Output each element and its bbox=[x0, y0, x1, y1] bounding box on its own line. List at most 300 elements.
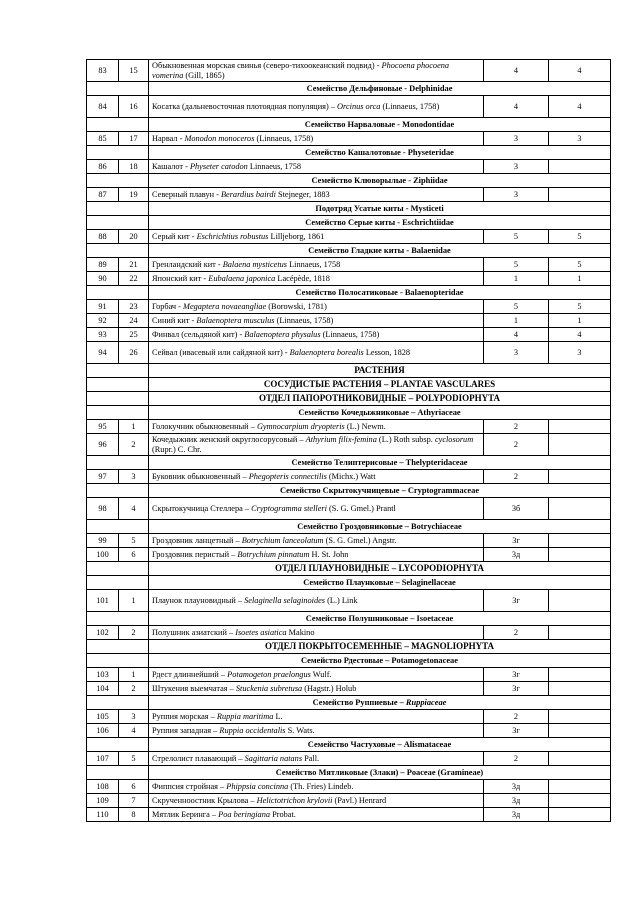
row-sub-number: 5 bbox=[119, 534, 149, 548]
status-category: 3 bbox=[484, 160, 549, 174]
name-text: Гроздовник перистый – bbox=[152, 549, 238, 559]
header-blank-cell bbox=[87, 484, 149, 498]
family-header-row bbox=[87, 576, 611, 590]
name-text: S. Wats. bbox=[285, 725, 315, 735]
family-header-row bbox=[87, 520, 611, 534]
table-row bbox=[87, 434, 611, 456]
table-row bbox=[87, 498, 611, 520]
species-name bbox=[149, 534, 484, 548]
name-text: Lesson, 1828 bbox=[363, 347, 411, 357]
header-blank-cell bbox=[87, 118, 149, 132]
table-row bbox=[87, 808, 611, 822]
header-text: Семейство Руппиевые – bbox=[312, 697, 406, 707]
row-number: 103 bbox=[87, 668, 119, 682]
row-sub-number: 3 bbox=[119, 710, 149, 724]
status-category-2 bbox=[549, 794, 611, 808]
latin-name: Orcinus orca bbox=[337, 101, 381, 111]
section-title bbox=[149, 392, 611, 406]
table-row bbox=[87, 794, 611, 808]
header-blank-cell bbox=[87, 738, 149, 752]
latin-name: Athyrium filix-femina bbox=[305, 435, 377, 445]
table-row bbox=[87, 258, 611, 272]
latin-name: Phippsia concinna bbox=[226, 781, 289, 791]
latin-name: Eschrichtius robustus bbox=[196, 231, 269, 241]
status-category: 3г bbox=[484, 668, 549, 682]
name-text: Сейвал (ивасевый или сайдяной кит) - bbox=[152, 347, 290, 357]
table-row bbox=[87, 548, 611, 562]
status-category-2: 5 bbox=[549, 230, 611, 244]
header-text: Семейство Полушниковые – Isoetaceae bbox=[305, 613, 454, 623]
latin-name: Megaptera novaeangliae bbox=[183, 301, 267, 311]
header-blank-cell bbox=[87, 216, 149, 230]
header-text: Семейство Клюворылые - Ziphiidae bbox=[311, 175, 448, 185]
row-sub-number: 21 bbox=[119, 258, 149, 272]
row-sub-number: 23 bbox=[119, 300, 149, 314]
status-category: 5 bbox=[484, 258, 549, 272]
status-category: 3 bbox=[484, 188, 549, 202]
header-blank-cell bbox=[87, 520, 149, 534]
name-text: Обыкновенная морская свинья (северо-тихоокеанский подвид) - bbox=[152, 61, 382, 71]
name-text: Горбач - bbox=[152, 301, 184, 311]
family-title bbox=[149, 654, 611, 668]
species-name bbox=[149, 420, 484, 434]
family-title bbox=[149, 766, 611, 780]
name-text: (Th. Fries) Lindeb. bbox=[288, 781, 354, 791]
status-category: 3д bbox=[484, 780, 549, 794]
family-title bbox=[149, 520, 611, 534]
row-sub-number: 2 bbox=[119, 626, 149, 640]
row-number: 100 bbox=[87, 548, 119, 562]
header-text: Семейство Скрытокучницевые – Cryptogrammaceae bbox=[279, 485, 480, 495]
status-category-2: 5 bbox=[549, 258, 611, 272]
family-title bbox=[149, 484, 611, 498]
name-text: (Linnaeus, 1758) bbox=[320, 329, 380, 339]
status-category: 3д bbox=[484, 548, 549, 562]
species-name bbox=[149, 258, 484, 272]
row-number: 93 bbox=[87, 328, 119, 342]
name-text: Pall. bbox=[302, 753, 320, 763]
status-category-2 bbox=[549, 752, 611, 766]
header-blank-cell bbox=[87, 378, 149, 392]
name-text: L. bbox=[273, 711, 283, 721]
row-sub-number: 16 bbox=[119, 96, 149, 118]
section-title bbox=[149, 640, 611, 654]
status-category: 4 bbox=[484, 328, 549, 342]
section-header-row bbox=[87, 364, 611, 378]
header-text: Семейство Дельфиновые - Delphinidae bbox=[306, 83, 453, 93]
row-number: 90 bbox=[87, 272, 119, 286]
row-sub-number: 2 bbox=[119, 682, 149, 696]
family-title bbox=[149, 696, 611, 710]
row-sub-number: 1 bbox=[119, 590, 149, 612]
status-category-2 bbox=[549, 780, 611, 794]
table-row bbox=[87, 160, 611, 174]
status-category-2 bbox=[549, 626, 611, 640]
name-text: Руппия западная – bbox=[152, 725, 220, 735]
family-title bbox=[149, 174, 611, 188]
status-category-2 bbox=[549, 534, 611, 548]
status-category-2: 5 bbox=[549, 300, 611, 314]
species-name bbox=[149, 342, 484, 364]
latin-name: Isoetes asiatica bbox=[235, 627, 287, 637]
family-title bbox=[149, 146, 611, 160]
name-text: Мятлик Беринга – bbox=[152, 809, 219, 819]
latin-name: Berardius bairdi bbox=[220, 189, 276, 199]
status-category: 4 bbox=[484, 96, 549, 118]
header-text: Семейство Нарваловые - Monodontidae bbox=[304, 119, 455, 129]
division-header-row bbox=[87, 562, 611, 576]
row-number: 107 bbox=[87, 752, 119, 766]
status-category-2 bbox=[549, 470, 611, 484]
species-name bbox=[149, 498, 484, 520]
division-header-row bbox=[87, 378, 611, 392]
table-row bbox=[87, 342, 611, 364]
status-category: 3 bbox=[484, 132, 549, 146]
table-row bbox=[87, 328, 611, 342]
header-blank-cell bbox=[87, 406, 149, 420]
row-number: 89 bbox=[87, 258, 119, 272]
name-text: Stejneger, 1883 bbox=[275, 189, 330, 199]
row-number: 84 bbox=[87, 96, 119, 118]
header-text: Семейство Частуховые – Alismataceae bbox=[307, 739, 452, 749]
table-row bbox=[87, 272, 611, 286]
status-category: 3 bbox=[484, 342, 549, 364]
status-category-2 bbox=[549, 160, 611, 174]
table-row bbox=[87, 682, 611, 696]
header-blank-cell bbox=[87, 286, 149, 300]
latin-name: Balaenoptera borealis bbox=[289, 347, 364, 357]
header-text: РАСТЕНИЯ bbox=[354, 365, 405, 376]
latin-name: Phocoena phocoena vomerina bbox=[152, 61, 450, 80]
family-header-row bbox=[87, 82, 611, 96]
row-number: 108 bbox=[87, 780, 119, 794]
table-row bbox=[87, 300, 611, 314]
species-name bbox=[149, 724, 484, 738]
status-category: 5 bbox=[484, 230, 549, 244]
header-blank-cell bbox=[87, 612, 149, 626]
row-number: 104 bbox=[87, 682, 119, 696]
name-text: Японский кит - bbox=[152, 273, 209, 283]
status-category: 2 bbox=[484, 626, 549, 640]
latin-name: Gymnocarpium dryopteris bbox=[256, 421, 345, 431]
status-category-2: 3 bbox=[549, 132, 611, 146]
name-text: (S. G. Gmel.) Prantl bbox=[326, 503, 396, 513]
header-text: Семейство Плаунковые – Selaginellaceae bbox=[303, 577, 456, 587]
latin-name: Stuckenia subretusa bbox=[235, 683, 303, 693]
latin-name: Monodon monoceros bbox=[184, 133, 255, 143]
status-category: 3г bbox=[484, 682, 549, 696]
species-name bbox=[149, 96, 484, 118]
row-number: 96 bbox=[87, 434, 119, 456]
status-category-2 bbox=[549, 590, 611, 612]
species-name bbox=[149, 710, 484, 724]
row-sub-number: 5 bbox=[119, 752, 149, 766]
family-title bbox=[149, 118, 611, 132]
row-number: 105 bbox=[87, 710, 119, 724]
family-title bbox=[149, 286, 611, 300]
latin-name: Potamogeton praelongus bbox=[227, 669, 311, 679]
species-name bbox=[149, 300, 484, 314]
name-text: Серый кит - bbox=[152, 231, 197, 241]
table-row bbox=[87, 230, 611, 244]
header-text: Семейство Гроздовниковые – Botrychiaceae bbox=[297, 521, 462, 531]
status-category: 5 bbox=[484, 300, 549, 314]
row-sub-number: 7 bbox=[119, 794, 149, 808]
row-sub-number: 26 bbox=[119, 342, 149, 364]
family-header-row bbox=[87, 612, 611, 626]
status-category-2 bbox=[549, 682, 611, 696]
row-number: 86 bbox=[87, 160, 119, 174]
species-name bbox=[149, 668, 484, 682]
name-text: Скрытокучница Стеллера – bbox=[152, 503, 252, 513]
status-category-2: 1 bbox=[549, 272, 611, 286]
latin-name: Balaenoptera physalus bbox=[244, 329, 321, 339]
name-text: H. St. John bbox=[309, 549, 349, 559]
row-number: 98 bbox=[87, 498, 119, 520]
species-name bbox=[149, 272, 484, 286]
status-category: 2 bbox=[484, 470, 549, 484]
latin-name: Poa beringiana bbox=[218, 809, 271, 819]
name-text: Стрелолист плавающий – bbox=[152, 753, 245, 763]
header-text: ОТДЕЛ ПЛАУНОВИДНЫЕ – LYCOPODIOPHYTA bbox=[274, 563, 485, 574]
species-name bbox=[149, 132, 484, 146]
row-number: 101 bbox=[87, 590, 119, 612]
status-category-2 bbox=[549, 710, 611, 724]
row-number: 94 bbox=[87, 342, 119, 364]
row-number: 106 bbox=[87, 724, 119, 738]
row-sub-number: 2 bbox=[119, 434, 149, 456]
species-name bbox=[149, 626, 484, 640]
header-blank-cell bbox=[87, 244, 149, 258]
family-header-row bbox=[87, 202, 611, 216]
header-blank-cell bbox=[87, 392, 149, 406]
name-text: Северный плавун - bbox=[152, 189, 221, 199]
name-text: Штукения выемчатая – bbox=[152, 683, 236, 693]
family-title bbox=[149, 216, 611, 230]
family-header-row bbox=[87, 216, 611, 230]
name-text: (Hagstr.) Holub bbox=[302, 683, 357, 693]
species-name bbox=[149, 470, 484, 484]
table-row bbox=[87, 96, 611, 118]
row-number: 83 bbox=[87, 60, 119, 82]
table-row bbox=[87, 710, 611, 724]
header-text: ОТДЕЛ ПОКРЫТОСЕМЕННЫЕ – MAGNOLIOPHYTA bbox=[265, 641, 494, 652]
header-text: Семейство Мятликовые (Злаки) – Poaceae (Gramineae) bbox=[275, 767, 484, 777]
family-title bbox=[149, 738, 611, 752]
header-text: Семейство Полосатиковые - Balaenopteridae bbox=[295, 287, 464, 297]
latin-name: Balaena mysticetus bbox=[222, 259, 288, 269]
row-number: 102 bbox=[87, 626, 119, 640]
name-text: Кочедыжник женский округлосорусовый – bbox=[152, 435, 306, 445]
name-text: Плаунок плауновидный – bbox=[152, 595, 245, 605]
species-name bbox=[149, 808, 484, 822]
header-blank-cell bbox=[87, 562, 149, 576]
table-row bbox=[87, 724, 611, 738]
row-sub-number: 3 bbox=[119, 470, 149, 484]
section-title bbox=[149, 562, 611, 576]
row-sub-number: 18 bbox=[119, 160, 149, 174]
family-header-row bbox=[87, 456, 611, 470]
row-sub-number: 17 bbox=[119, 132, 149, 146]
table-row bbox=[87, 188, 611, 202]
header-blank-cell bbox=[87, 766, 149, 780]
name-text: Linnaeus, 1758 bbox=[247, 161, 302, 171]
status-category: 3б bbox=[484, 498, 549, 520]
status-category-2: 3 bbox=[549, 342, 611, 364]
status-category-2 bbox=[549, 498, 611, 520]
row-number: 110 bbox=[87, 808, 119, 822]
status-category-2: 4 bbox=[549, 60, 611, 82]
family-title bbox=[149, 244, 611, 258]
name-text: (L.) Newm. bbox=[344, 421, 386, 431]
species-table bbox=[86, 59, 611, 822]
status-category: 4 bbox=[484, 60, 549, 82]
name-text: (Linnaeus, 1758) bbox=[254, 133, 314, 143]
latin-name: Botrychium pinnatum bbox=[237, 549, 310, 559]
header-text: СОСУДИСТЫЕ РАСТЕНИЯ – PLANTAE VASCULARES bbox=[263, 379, 496, 390]
family-title bbox=[149, 576, 611, 590]
latin-name: Phegopteris connectilis bbox=[248, 471, 327, 481]
row-sub-number: 4 bbox=[119, 498, 149, 520]
row-number: 87 bbox=[87, 188, 119, 202]
name-text: Гренландский кит - bbox=[152, 259, 223, 269]
status-category: 3д bbox=[484, 794, 549, 808]
header-text: Подотряд Усатые киты - Mysticeti bbox=[315, 203, 444, 213]
row-number: 99 bbox=[87, 534, 119, 548]
latin-name: Helictotrichon krylovii bbox=[256, 795, 333, 805]
name-text: (Pavl.) Henrard bbox=[332, 795, 387, 805]
species-name bbox=[149, 230, 484, 244]
name-text: Буковник обыкновенный – bbox=[152, 471, 249, 481]
species-name bbox=[149, 188, 484, 202]
name-text: Синий кит - bbox=[152, 315, 197, 325]
species-name bbox=[149, 328, 484, 342]
status-category-2 bbox=[549, 420, 611, 434]
name-text: Нарвал - bbox=[152, 133, 185, 143]
species-name bbox=[149, 780, 484, 794]
name-text: Probat. bbox=[270, 809, 296, 819]
header-blank-cell bbox=[87, 654, 149, 668]
name-text: (Gill, 1865) bbox=[183, 70, 225, 80]
family-header-row bbox=[87, 118, 611, 132]
species-name bbox=[149, 752, 484, 766]
species-name bbox=[149, 548, 484, 562]
table-row bbox=[87, 590, 611, 612]
name-text: (Michx.) Watt bbox=[326, 471, 376, 481]
species-name bbox=[149, 590, 484, 612]
status-category-2 bbox=[549, 724, 611, 738]
header-text: Семейство Гладкие киты - Balaenidae bbox=[308, 245, 451, 255]
row-sub-number: 6 bbox=[119, 780, 149, 794]
name-text: Финвал (сельдяной кит) - bbox=[152, 329, 245, 339]
name-text: Wulf. bbox=[310, 669, 332, 679]
table-row bbox=[87, 470, 611, 484]
species-name bbox=[149, 794, 484, 808]
row-number: 88 bbox=[87, 230, 119, 244]
species-name bbox=[149, 160, 484, 174]
header-blank-cell bbox=[87, 202, 149, 216]
name-text: Гроздовник ланцетный – bbox=[152, 535, 242, 545]
row-number: 109 bbox=[87, 794, 119, 808]
latin-name: Eubalaena japonica bbox=[208, 273, 276, 283]
species-table-body bbox=[87, 60, 611, 822]
header-text: Семейство Рдестовые – Potamogetonaceae bbox=[301, 655, 458, 665]
family-header-row bbox=[87, 286, 611, 300]
status-category: 3г bbox=[484, 590, 549, 612]
header-blank-cell bbox=[87, 696, 149, 710]
status-category-2 bbox=[549, 548, 611, 562]
name-text: Скрученноостник Крылова – bbox=[152, 795, 257, 805]
latin-name: Ruppia occidentalis bbox=[219, 725, 286, 735]
header-blank-cell bbox=[87, 174, 149, 188]
header-text: Семейство Телиптерисовые – Thelypteridaceae bbox=[291, 457, 468, 467]
name-text: (Linnaeus, 1758) bbox=[380, 101, 440, 111]
status-category: 2 bbox=[484, 434, 549, 456]
row-number: 97 bbox=[87, 470, 119, 484]
family-title bbox=[149, 612, 611, 626]
species-name bbox=[149, 314, 484, 328]
section-title bbox=[149, 364, 611, 378]
status-category-2: 4 bbox=[549, 328, 611, 342]
status-category: 1 bbox=[484, 314, 549, 328]
name-text: (S. G. Gmel.) Angstr. bbox=[323, 535, 397, 545]
row-sub-number: 20 bbox=[119, 230, 149, 244]
name-text: Руппия морская – bbox=[152, 711, 217, 721]
header-blank-cell bbox=[87, 576, 149, 590]
family-header-row bbox=[87, 484, 611, 498]
family-header-row bbox=[87, 406, 611, 420]
row-number: 95 bbox=[87, 420, 119, 434]
table-row bbox=[87, 626, 611, 640]
name-text: (Borowski, 1781) bbox=[266, 301, 327, 311]
latin-name: cyclosorum bbox=[434, 435, 474, 445]
table-row bbox=[87, 668, 611, 682]
status-category-2 bbox=[549, 434, 611, 456]
family-title bbox=[149, 406, 611, 420]
name-text: (Rupr.) C. Chr. bbox=[152, 444, 202, 454]
status-category: 3г bbox=[484, 724, 549, 738]
latin-name: Botrychium lanceolatum bbox=[241, 535, 324, 545]
row-number: 91 bbox=[87, 300, 119, 314]
family-header-row bbox=[87, 654, 611, 668]
family-title bbox=[149, 82, 611, 96]
latin-name: Physeter catodon bbox=[189, 161, 248, 171]
name-text: (L.) Link bbox=[325, 595, 358, 605]
row-sub-number: 15 bbox=[119, 60, 149, 82]
name-text: Lilljeborg, 1861 bbox=[268, 231, 325, 241]
status-category: 3д bbox=[484, 808, 549, 822]
table-row bbox=[87, 752, 611, 766]
name-text: Полушник азиатский – bbox=[152, 627, 236, 637]
family-header-row bbox=[87, 696, 611, 710]
row-number: 92 bbox=[87, 314, 119, 328]
name-text: Фиппсия стройная – bbox=[152, 781, 227, 791]
status-category-2 bbox=[549, 668, 611, 682]
row-sub-number: 25 bbox=[119, 328, 149, 342]
status-category: 1 bbox=[484, 272, 549, 286]
family-header-row bbox=[87, 244, 611, 258]
family-title bbox=[149, 202, 611, 216]
status-category: 2 bbox=[484, 710, 549, 724]
row-sub-number: 4 bbox=[119, 724, 149, 738]
status-category: 3г bbox=[484, 534, 549, 548]
latin-name: Ruppia maritima bbox=[216, 711, 274, 721]
name-text: (L.) Roth subsp. bbox=[376, 435, 435, 445]
status-category-2: 1 bbox=[549, 314, 611, 328]
header-blank-cell bbox=[87, 456, 149, 470]
table-row bbox=[87, 420, 611, 434]
name-text: Кашалот - bbox=[152, 161, 190, 171]
